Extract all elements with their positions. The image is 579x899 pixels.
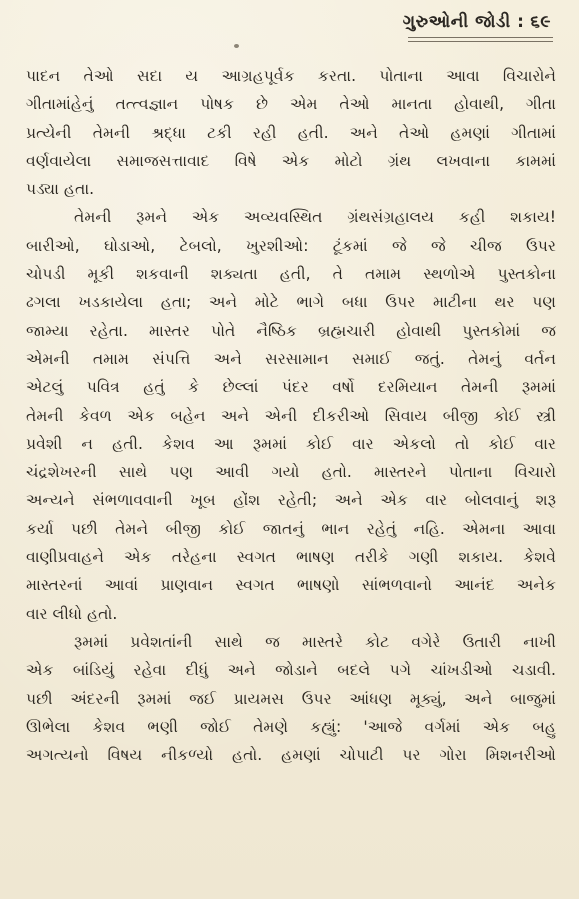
text-line: વર્ણવાયેલા સમાજસત્તાવાદ વિષે એક મોટો ગ્રંથ લખવાના કામમાં	[26, 151, 556, 170]
text-line: ઊભેલા કેશવ ભણી જોઈ તેમણે કહ્યું: 'આજે વર્ગમાં એક બહુ	[26, 717, 556, 736]
text-line: તેમની રૂમને એક અવ્યવસ્થિત ગ્રંથસંગ્રહાલય કહી શકાય!	[74, 208, 556, 227]
header-rule	[408, 37, 553, 42]
text-line: પ્રત્યેની તેમની શ્રદ્ધા ટકી રહી હતી. અને તેઓ હમણાં ગીતામાં	[26, 123, 556, 142]
text-line: એમની તમામ સંપત્તિ અને સરસામાન સમાઈ જતું. તેમનું વર્તન	[26, 349, 556, 368]
ink-speck	[234, 44, 239, 48]
text-line: પ્રવેશી ન હતી. કેશવ આ રૂમમાં કોઈ વાર એકલો તો કોઈ વાર	[26, 434, 556, 453]
text-line: વાણીપ્રવાહને એક તરેહના સ્વગત ભાષણ તરીકે ગણી શકાય. કેશવે	[26, 548, 556, 567]
text-line: બારીઓ, ઘોડાઓ, ટેબલો, ખુરશીઓ: ટૂંકમાં જે જે ચીજ ઉપર	[26, 236, 556, 255]
body-text	[26, 62, 556, 769]
text-line: ચોપડી મૂકી શકવાની શક્યતા હતી, તે તમામ સ્થળોએ પુસ્તકોના	[26, 265, 556, 284]
text-line: પડ્યા હતા.	[26, 180, 95, 199]
running-header	[403, 12, 551, 32]
text-line: ચંદ્રશેખરની સાથે પણ આવી ગયો હતો. માસ્તરને પોતાના વિચારો	[26, 463, 556, 482]
text-line: ઢગલા ખડકાયેલા હતા; અને મોટે ભાગે બધા ઉપર માટીના થર પણ	[26, 293, 556, 312]
text-line: માસ્તરનાં આવાં પ્રાણવાન સ્વગત ભાષણો સાંભળવાનો આનંદ અનેક	[26, 576, 556, 595]
page-number: ૬૯	[530, 12, 551, 32]
text-line: જામ્યા રહેતા. માસ્તર પોતે નૈષ્ઠિક બ્રહ્મચારી હોવાથી પુસ્તકોમાં જ	[26, 321, 556, 340]
text-line: પછી અંદરની રૂમમાં જઈ પ્રાયમસ ઉપર આંધણ મૂક્યું, અને બાજુમાં	[26, 689, 556, 708]
chapter-title: ગુરુઓની જોડી :	[402, 12, 525, 32]
text-line: કર્યા પછી તેમને બીજી કોઈ જાતનું ભાન રહેતું નહિ. એમના આવા	[26, 519, 556, 538]
text-line: રૂમમાં પ્રવેશતાંની સાથે જ માસ્તરે કોટ વગેરે ઉતારી નાખી	[74, 632, 556, 651]
text-line: તેમની કેવળ એક બહેન અને એની દીકરીઓ સિવાય બીજી કોઈ સ્ત્રી	[26, 406, 556, 425]
text-line: ગીતામાંહેનું તત્ત્વજ્ઞાન પોષક છે એમ તેઓ માનતા હોવાથી, ગીતા	[26, 95, 556, 114]
text-line: અગત્યનો વિષય નીકળ્યો હતો. હમણાં ચોપાટી પર ગોરા મિશનરીઓ	[26, 746, 556, 765]
text-line: એક બાંડિયું રહેવા દીધું અને જોડાને બદલે પગે ચાંખડીઓ ચડાવી.	[26, 661, 556, 680]
text-line: વાર લીધો હતો.	[26, 604, 118, 623]
text-line: પાદન તેઓ સદા ય આગ્રહપૂર્વક કરતા. પોતાના આવા વિચારોને	[26, 67, 556, 85]
text-line: એટલું પવિત્ર હતું કે છેલ્લાં પંદર વર્ષો દરમિયાન તેમની રૂમમાં	[26, 378, 556, 397]
text-line: અન્યને સંભળાવવાની ખૂબ હોંશ રહેતી; અને એક વાર બોલવાનું શરૂ	[26, 491, 556, 510]
